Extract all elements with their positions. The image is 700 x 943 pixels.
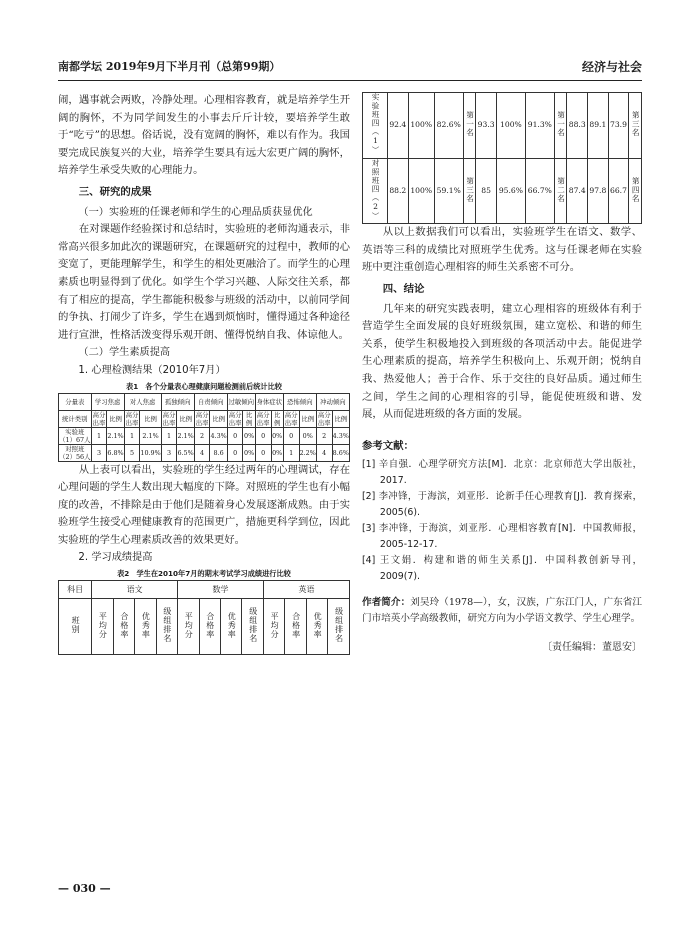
- t1-subhead: 高分出率: [92, 410, 106, 427]
- t1-cell: 5: [124, 444, 140, 461]
- t2-metric-text: 优秀率: [141, 611, 151, 639]
- t3-rank: [629, 93, 642, 159]
- t3-cell: 92.4: [388, 93, 409, 159]
- t1-row-label: 实验班（1）67人: [59, 427, 91, 444]
- t3-rank-text: 第一名: [556, 110, 566, 137]
- t2-metric-text: 平均分: [270, 611, 280, 639]
- references-list: [362, 457, 642, 585]
- t1-subhead: 高分出率: [317, 410, 331, 427]
- t3-cell: 66.7%: [525, 158, 554, 224]
- t1-cell: 4.3%: [210, 427, 227, 444]
- t1-subhead: 比例: [299, 410, 316, 427]
- t1-cell: 4.3%: [332, 427, 349, 444]
- t1-cell: 2: [316, 427, 332, 444]
- paragraph-3: 从上表可以看出，实验班的学生经过两年的心理调试，存在心理问题的学生人数出现大幅度的下降。对照班的学生也有小幅度的改善，不排除是由于他们是随着身心发展逐渐成熟。由于实验班学生接受心理健康教育的范围更广，措施更科学到位，因此实验班的学生心理素质改善的效果更好。: [58, 463, 350, 546]
- paragraph-2: 在对课题作经验探讨和总结时，实验班的老师沟通表示，非常高兴很多加此次的课题研究，在课题研究的过程中，教师的心变宽了，更能理解学生，和学生的相处更融洽了。而学生的心理素质也明显得到了优化。如学生个学习兴趣、人际交往关系，都有了相应的提高，学生都能积极参与班级的活动中，以前同学间的争执、打闹少了许多，学生在遇到烦恼时，懂得通过各种途径进行宣泄，性格活泼变得乐观开朗、懂得悦纳自我、体谅他人。: [58, 223, 350, 341]
- t3-rank: [463, 158, 476, 224]
- reference-item: [3] 李冲锋，于海滨，刘亚彤．心理相容教育[N]．中国教师报，2005-12-17.: [362, 523, 642, 551]
- t1-head: 分量表: [59, 393, 92, 410]
- t3-rank-text: 第二名: [556, 176, 566, 203]
- t1-head: 对人焦虑: [124, 393, 161, 410]
- t1-cell: 2.1%: [140, 427, 161, 444]
- t1-cell: 1: [283, 444, 299, 461]
- t2-head-text: 班别: [71, 616, 81, 635]
- t1-cell: 0: [227, 444, 243, 461]
- t1-cell: 1: [161, 427, 177, 444]
- t2-metric-text: 优秀率: [313, 611, 323, 639]
- table1-caption: 表1 各个分量表心理健康问题检测前后统计比较: [126, 381, 282, 391]
- t1-subhead: 比例: [271, 410, 283, 427]
- t1-subhead: 高分出率: [228, 410, 242, 427]
- t2-metric: [92, 599, 113, 655]
- reference-item: [2] 李冲锋，于海滨，刘亚彤．论新手任心理教育[J]．教育探索，2005(6).: [362, 491, 642, 519]
- right-column: [362, 92, 642, 657]
- t2-subject: 英语: [263, 581, 349, 599]
- table-psych-scales: [58, 393, 350, 462]
- t2-metric: [199, 599, 220, 655]
- t3-cell: 88.3: [567, 93, 588, 159]
- t1-head: 自责倾向: [194, 393, 227, 410]
- t2-metric: [221, 599, 242, 655]
- t1-cell: 3: [91, 444, 107, 461]
- header-rule: [58, 80, 642, 81]
- paragraph-4: 从以上数据我们可以看出，实验班学生在语文、数学、英语等三科的成绩比对照班学生优秀。这与任课老师在实验班中更注重创造心理相容的师生关系密不可分。: [362, 226, 642, 274]
- t1-head: 恐怖倾向: [283, 393, 316, 410]
- subheading-psych-test: 1. 心理检测结果（2010年7月）: [78, 364, 226, 376]
- author-label: 作者简介：: [362, 597, 411, 609]
- t3-row-label: [363, 93, 388, 159]
- t3-cell: 97.8: [588, 158, 609, 224]
- t2-subject: 数学: [178, 581, 264, 599]
- t3-rank-text: 第一名: [465, 110, 475, 137]
- t3-rank: [554, 93, 567, 159]
- section-heading-results: 三、研究的成果: [78, 185, 152, 198]
- table2-caption: 表2 学生在2010年7月的期末考试学习成绩进行比较: [117, 569, 291, 579]
- t3-cell: 85: [476, 158, 497, 224]
- t1-subhead: 比例: [140, 410, 161, 427]
- t2-head: 科目: [59, 581, 92, 599]
- section-heading-conclusion: 四、结论: [382, 283, 425, 295]
- table-grades-header: [58, 580, 350, 655]
- t1-cell: 6.8%: [107, 444, 124, 461]
- table-grades-body: [362, 92, 642, 224]
- t2-metric: [135, 599, 156, 655]
- author-bio: [362, 595, 642, 627]
- t1-head: 冲动倾向: [316, 393, 349, 410]
- t2-metric-text: 合格率: [205, 611, 215, 639]
- t3-cell: 93.3: [476, 93, 497, 159]
- t1-cell: 1: [124, 427, 140, 444]
- section-title: 经济与社会: [581, 60, 642, 74]
- t3-cell: 59.1%: [434, 158, 463, 224]
- t1-cell: 0: [255, 427, 271, 444]
- t3-rank: [629, 158, 642, 224]
- references-heading: 参考文献：: [362, 439, 414, 452]
- t3-cell: 100%: [408, 158, 434, 224]
- t2-head: [59, 599, 92, 655]
- t3-cell: 95.6%: [496, 158, 525, 224]
- left-column: [58, 92, 350, 655]
- t1-cell: 3: [161, 444, 177, 461]
- t3-cell: 66.7: [608, 158, 629, 224]
- t3-row-label-text: 对照班四（2）: [371, 158, 380, 221]
- t1-subhead: 比例: [177, 410, 194, 427]
- reference-item: [1] 辛自强．心理学研究方法[M]．北京：北京师范大学出版社，2017.: [362, 459, 642, 487]
- t1-cell: 10.9%: [140, 444, 161, 461]
- t2-metric-text: 平均分: [184, 611, 194, 639]
- t2-metric-text: 合格率: [291, 611, 301, 639]
- t3-rank: [463, 93, 476, 159]
- t1-subhead: 比例: [332, 410, 349, 427]
- editor-note: 〔责任编辑：董恩安〕: [542, 642, 642, 654]
- t1-cell: 0: [227, 427, 243, 444]
- t1-cell: 0: [255, 444, 271, 461]
- t2-metric: [328, 599, 350, 655]
- t2-metric: [178, 599, 199, 655]
- page-header: [58, 58, 642, 78]
- t3-cell: 100%: [408, 93, 434, 159]
- t3-rank-text: 第四名: [631, 176, 641, 203]
- t3-rank-text: 第三名: [465, 176, 475, 203]
- t1-head: 过敏倾向: [227, 393, 255, 410]
- page-number: — 030 —: [58, 882, 111, 895]
- t2-subject: 语文: [92, 581, 178, 599]
- t1-cell: 1: [91, 427, 107, 444]
- t1-cell: 4: [194, 444, 210, 461]
- t3-cell: 73.9: [608, 93, 629, 159]
- t3-cell: 87.4: [567, 158, 588, 224]
- t1-head: 身体症状: [255, 393, 283, 410]
- t2-metric: [263, 599, 284, 655]
- t2-metric: [156, 599, 177, 655]
- t1-subhead: 比例: [243, 410, 255, 427]
- t1-head: 学习焦虑: [91, 393, 124, 410]
- t2-metric-text: 平均分: [98, 611, 108, 639]
- t1-cell: 8.6%: [332, 444, 349, 461]
- author-text: 刘吴玲（1978—），女，汉族，广东江门人，广东省江门市培英小学高级教师，研究方向为小学语文教学、学生心理学。: [362, 597, 642, 625]
- t1-cell: 2.1%: [107, 427, 124, 444]
- t1-cell: 0%: [243, 427, 255, 444]
- t1-cell: 0%: [299, 427, 316, 444]
- t3-cell: 100%: [496, 93, 525, 159]
- t1-subhead: 高分出率: [125, 410, 139, 427]
- t2-metric: [285, 599, 306, 655]
- t1-cell: 2: [194, 427, 210, 444]
- t1-subhead: 高分出率: [195, 410, 209, 427]
- subheading-teachers: （一）实验班的任课老师和学生的心理品质获显优化: [78, 206, 313, 218]
- subheading-quality: （二）学生素质提高: [78, 347, 171, 359]
- t1-subhead: 比例: [210, 410, 227, 427]
- t2-metric-text: 级组排名: [334, 607, 344, 644]
- t3-cell: 88.2: [388, 158, 409, 224]
- t3-rank: [554, 158, 567, 224]
- t1-head: 孤独倾向: [161, 393, 194, 410]
- t3-cell: 82.6%: [434, 93, 463, 159]
- t3-row-label: [363, 158, 388, 224]
- t1-cell: 2.1%: [177, 427, 194, 444]
- t2-metric-text: 级组排名: [162, 607, 172, 644]
- t1-row-label: 对照班（2）56人: [59, 444, 91, 461]
- t1-subhead: 高分出率: [256, 410, 270, 427]
- t1-cell: 8.6: [210, 444, 227, 461]
- t1-cell: 0%: [271, 427, 283, 444]
- journal-title: 南都学坛 2019年9月下半月刊（总第99期）: [58, 60, 281, 73]
- t1-cell: 6.5%: [177, 444, 194, 461]
- t3-cell: 91.3%: [525, 93, 554, 159]
- t1-subhead: 统计类别: [59, 410, 92, 427]
- t2-metric-text: 级组排名: [248, 607, 258, 644]
- t2-metric: [113, 599, 134, 655]
- t1-cell: 0%: [243, 444, 255, 461]
- t3-row-label-text: 实验班四（1）: [371, 93, 380, 155]
- t1-subhead: 高分出率: [284, 410, 298, 427]
- t2-metric: [306, 599, 327, 655]
- t1-cell: 4: [316, 444, 332, 461]
- t1-cell: 0%: [271, 444, 283, 461]
- t2-metric-text: 合格率: [119, 611, 129, 639]
- paragraph-1: 闹，遇事就会两败，冷静处理。心理相容教育，就是培养学生开阔的胸怀，不为同学间发生的小事去斤斤计较，要培养学生敢于“吃亏”的思想。俗话说，没有宽阔的胸怀，难以有作为。我国要完成民族复兴的大业，培养学生要具有远大宏更广阔的胸怀，培养学生承受失败的心理能力。: [58, 94, 350, 177]
- t1-cell: 2.2%: [299, 444, 316, 461]
- t3-cell: 89.1: [588, 93, 609, 159]
- t1-subhead: 比例: [107, 410, 124, 427]
- t1-subhead: 高分出率: [162, 410, 176, 427]
- t2-metric: [242, 599, 263, 655]
- t2-metric-text: 优秀率: [227, 611, 237, 639]
- t3-rank-text: 第三名: [631, 110, 641, 137]
- reference-item: [4] 王文娟．构建和谐的师生关系[J]．中国科教创新导刊，2009(7).: [362, 555, 642, 583]
- paragraph-5: 几年来的研究实践表明，建立心理相容的班级体有利于营造学生全面发展的良好班级氛围，建立宽松、和谐的师生关系，使学生积极地投入到班级的各项活动中去。能促进学生心理素质的提高，培养学生积极向上、乐观开朗；悦纳自我、热爱他人；善于合作、乐于交往的良好品质。通过师生之间，学生之间的心理相容的引导，能促使班级和谐、发展，从而促进班级的各方面的发展。: [362, 302, 642, 421]
- subheading-grades: 2. 学习成绩提高: [78, 552, 153, 564]
- t1-cell: 0: [283, 427, 299, 444]
